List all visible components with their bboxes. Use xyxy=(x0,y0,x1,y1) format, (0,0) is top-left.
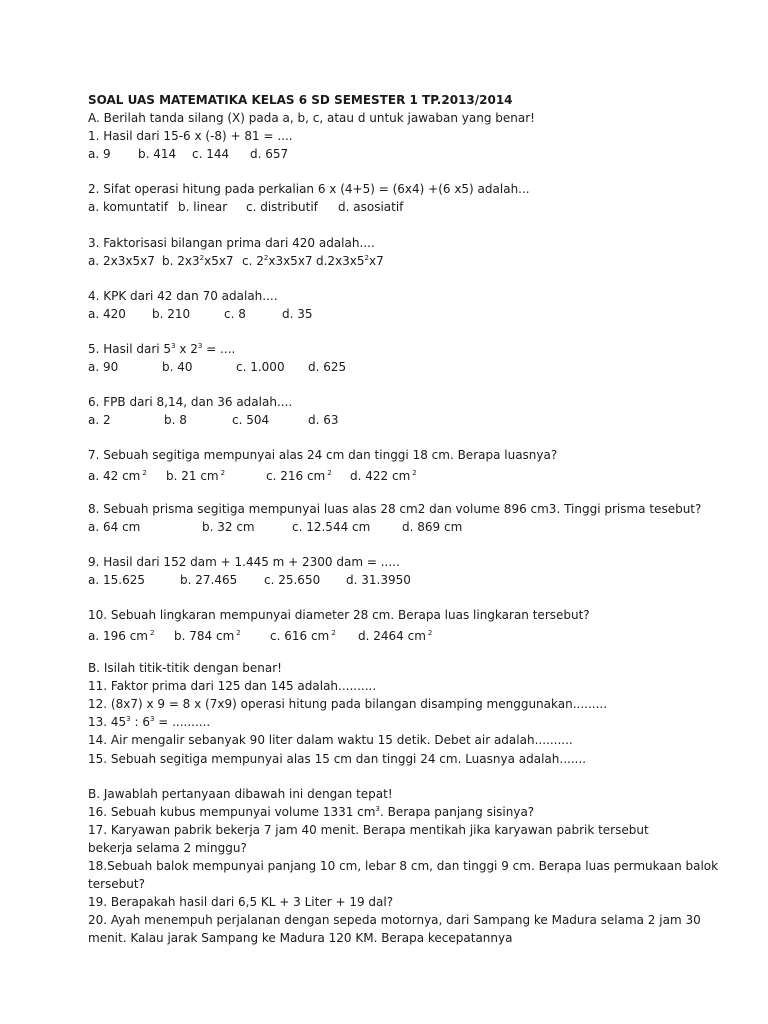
option-c: c. 216 cm $^2$ xyxy=(266,469,332,484)
option-d: d. asosiatif xyxy=(338,200,404,215)
worksheet xyxy=(88,91,728,947)
question-19: 19. Berapakah hasil dari 6,5 KL + 3 Liter + 19 dal? xyxy=(88,895,394,910)
question-10-options xyxy=(88,624,728,642)
option-d: d. 31.3950 xyxy=(346,572,411,587)
option-b: b. 414 xyxy=(138,147,177,162)
question-18-cont: tersebut? xyxy=(88,877,145,892)
question-1: 1. Hasil dari 15-6 x (-8) + 81 = .... xyxy=(88,129,293,144)
question-11: 11. Faktor prima dari 125 dan 145 adalah.......... xyxy=(88,679,377,694)
question-4-options xyxy=(88,305,728,323)
option-d: d. 35 xyxy=(282,306,313,321)
option-c: c. 616 cm $^2$ xyxy=(270,628,336,643)
option-a: a. 64 cm xyxy=(88,519,141,534)
option-a: a. komuntatif xyxy=(88,200,169,215)
option-b: b. 32 cm xyxy=(202,519,255,534)
option-b: b. 21 cm $^2$ xyxy=(166,469,226,484)
question-6: 6. FPB dari 8,14, dan 36 adalah.... xyxy=(88,395,293,410)
question-3-options xyxy=(88,252,728,270)
question-16: 16. Sebuah kubus mempunyai volume 1331 $cm^3$. Berapa panjang sisinya? xyxy=(88,804,535,819)
question-6-options xyxy=(88,411,728,429)
worksheet-title: SOAL UAS MATEMATIKA KELAS 6 SD SEMESTER 1 TP.2013/2014 xyxy=(88,93,513,107)
option-a: a. 9 xyxy=(88,147,111,162)
option-d: d. 63 xyxy=(308,413,339,428)
question-12: 12. (8x7) x 9 = 8 x (7x9) operasi hitung pada bilangan disamping menggunakan......... xyxy=(88,697,608,712)
option-d: d. 869 cm xyxy=(402,519,463,534)
option-c: c. distributif xyxy=(246,200,318,215)
option-c: c. 25.650 xyxy=(264,572,321,587)
option-b: b. $2x3^2x5x7$ xyxy=(162,253,234,268)
option-b: b. 210 xyxy=(152,306,191,321)
question-3: 3. Faktorisasi bilangan prima dari 420 adalah.... xyxy=(88,235,375,250)
question-7: 7. Sebuah segitiga mempunyai alas 24 cm dan tinggi 18 cm. Berapa luasnya? xyxy=(88,448,558,463)
option-a: a. 196 cm $^2$ xyxy=(88,628,155,643)
option-c: c. $2^2x3x5x7$ xyxy=(242,253,313,268)
question-17-cont: bekerja selama 2 minggu? xyxy=(88,840,247,855)
question-8: 8. Sebuah prisma segitiga mempunyai luas alas 28 cm2 dan volume 896 cm3. Tinggi prisma tesebut? xyxy=(88,501,702,516)
option-c: c. 1.000 xyxy=(236,360,285,375)
option-b: b. 40 xyxy=(162,360,193,375)
question-13: 13. $45^3$ : $6^3$ = .......... xyxy=(88,715,211,730)
question-8-options xyxy=(88,518,728,536)
option-b: b. 784 cm $^2$ xyxy=(174,628,241,643)
question-18: 18.Sebuah balok mempunyai panjang 10 cm, lebar 8 cm, dan tinggi 9 cm. Berapa luas permukaan balok xyxy=(88,859,719,873)
question-10: 10. Sebuah lingkaran mempunyai diameter 28 cm. Berapa luas lingkaran tersebut? xyxy=(88,607,590,622)
section-c-instruction: B. Jawablah pertanyaan dibawah ini dengan tepat! xyxy=(88,786,393,801)
option-a: a. 2x3x5x7 xyxy=(88,253,155,268)
question-9-options xyxy=(88,571,728,589)
option-d: $d.2x3x5^2x7$ xyxy=(316,253,384,268)
option-c: c. 504 xyxy=(232,413,270,428)
question-14: 14. Air mengalir sebanyak 90 liter dalam waktu 15 detik. Debet air adalah.......... xyxy=(88,733,573,748)
question-9: 9. Hasil dari 152 dam + 1.445 m + 2300 dam = ..... xyxy=(88,554,400,569)
option-d: d. 422 cm $^2$ xyxy=(350,469,417,484)
question-5-options xyxy=(88,358,728,376)
option-a: a. 420 xyxy=(88,306,126,321)
option-b: b. linear xyxy=(178,200,228,215)
option-a: a. 90 xyxy=(88,360,119,375)
option-a: a. 15.625 xyxy=(88,572,145,587)
option-c: c. 12.544 cm xyxy=(292,519,371,534)
question-17: 17. Karyawan pabrik bekerja 7 jam 40 menit. Berapa mentikah jika karyawan pabrik tersebut xyxy=(88,822,649,837)
option-a: a. 42 cm $^2$ xyxy=(88,469,147,484)
option-a: a. 2 xyxy=(88,413,111,428)
option-b: b. 8 xyxy=(164,413,187,428)
question-7-options xyxy=(88,464,728,482)
option-c: c. 144 xyxy=(192,147,230,162)
question-4: 4. KPK dari 42 dan 70 adalah.... xyxy=(88,288,278,303)
question-15: 15. Sebuah segitiga mempunyai alas 15 cm dan tinggi 24 cm. Luasnya adalah....... xyxy=(88,751,587,766)
option-d: d. 625 xyxy=(308,360,347,375)
section-a-instruction: A. Berilah tanda silang (X) pada a, b, c, atau d untuk jawaban yang benar! xyxy=(88,111,535,126)
option-d: d. 2464 cm $^2$ xyxy=(358,628,433,643)
question-20: 20. Ayah menempuh perjalanan dengan sepeda motornya, dari Sampang ke Madura selama 2 jam 30 xyxy=(88,913,701,928)
option-c: c. 8 xyxy=(224,306,246,321)
option-d: d. 657 xyxy=(250,147,289,162)
question-5: 5. Hasil dari $5^3$ x $2^3$ = .... xyxy=(88,341,236,356)
section-b-instruction: B. Isilah titik-titik dengan benar! xyxy=(88,661,282,676)
question-1-options xyxy=(88,145,728,163)
option-b: b. 27.465 xyxy=(180,572,238,587)
question-2: 2. Sifat operasi hitung pada perkalian 6 x (4+5) = (6x4) +(6 x5) adalah... xyxy=(88,182,530,197)
question-2-options xyxy=(88,198,728,216)
question-20-cont: menit. Kalau jarak Sampang ke Madura 120 KM. Berapa kecepatannya xyxy=(88,931,513,946)
